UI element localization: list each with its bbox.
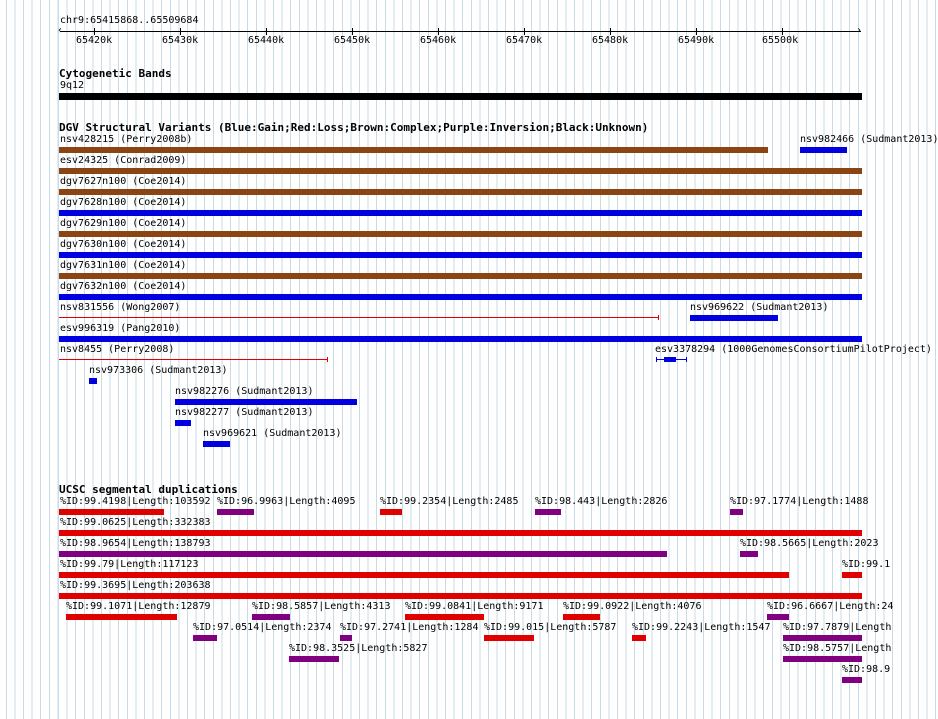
ruler-tick-label: 65480k <box>592 35 629 46</box>
segdup-feature-bar[interactable] <box>252 614 290 620</box>
ruler-tick <box>610 28 611 35</box>
segdup-feature-bar[interactable] <box>484 635 534 641</box>
segdup-feature-bar[interactable] <box>842 677 862 683</box>
segdup-feature-label: %ID:98.9 <box>842 664 891 675</box>
dgv-feature-label: esv996319 (Pang2010) <box>60 323 181 334</box>
ruler-tick-label: 65440k <box>248 35 285 46</box>
segdup-feature-bar[interactable] <box>563 614 600 620</box>
ruler-tick-label: 65470k <box>506 35 543 46</box>
dgv-feature-label: dgv7629n100 (Coe2014) <box>60 218 187 229</box>
dgv-feature-label: dgv7628n100 (Coe2014) <box>60 197 187 208</box>
segdup-feature-label: %ID:99.0841|Length:9171 <box>405 601 544 612</box>
segdup-feature-label: %ID:98.5665|Length:2023 <box>740 538 879 549</box>
segdup-feature-bar[interactable] <box>842 572 862 578</box>
dgv-feature-bar[interactable] <box>800 147 847 153</box>
segdup-feature-bar[interactable] <box>535 509 561 515</box>
ruler-tick <box>696 28 697 35</box>
dgv-feature-bar[interactable] <box>89 378 97 384</box>
dgv-feature-label: dgv7627n100 (Coe2014) <box>60 176 187 187</box>
dgv-feature-label: nsv982276 (Sudmant2013) <box>175 386 314 397</box>
dgv-feature-bar[interactable] <box>59 210 862 216</box>
segdup-feature-bar[interactable] <box>730 509 743 515</box>
segdup-feature-label: %ID:98.9654|Length:138793 <box>60 538 211 549</box>
segdup-feature-label: %ID:97.7879|Length <box>783 622 892 633</box>
ruler-tick-label: 65500k <box>762 35 799 46</box>
ruler-tick <box>352 28 353 35</box>
dgv-feature-label: nsv973306 (Sudmant2013) <box>89 365 228 376</box>
segdup-feature-label: %ID:99.3695|Length:203638 <box>60 580 211 591</box>
dgv-feature-bar[interactable] <box>203 441 230 447</box>
segdup-feature-bar[interactable] <box>783 656 862 662</box>
segdup-feature-label: %ID:99.2354|Length:2485 <box>380 496 519 507</box>
segdup-feature-bar[interactable] <box>193 635 217 641</box>
ruler-tick-label: 65420k <box>76 35 113 46</box>
segdup-feature-bar[interactable] <box>59 572 789 578</box>
dgv-feature-bar[interactable] <box>59 231 862 237</box>
dgv-feature-end-cap <box>686 357 687 362</box>
dgv-feature-label: nsv982466 (Sudmant2013) <box>800 134 938 145</box>
dgv-feature-label: nsv8455 (Perry2008) <box>60 344 175 355</box>
segdup-feature-bar[interactable] <box>405 614 484 620</box>
segdup-feature-label: %ID:99.0922|Length:4076 <box>563 601 702 612</box>
dgv-feature-bar[interactable] <box>59 189 862 195</box>
segdup-feature-bar[interactable] <box>740 551 758 557</box>
segdup-feature-label: %ID:99.1 <box>842 559 891 570</box>
dgv-feature-line[interactable] <box>59 359 327 360</box>
segdup-feature-bar[interactable] <box>59 593 862 599</box>
dgv-feature-end-cap <box>658 315 659 320</box>
segdup-feature-label: %ID:96.9963|Length:4095 <box>217 496 356 507</box>
segdup-feature-label: %ID:97.2741|Length:1284 <box>340 622 479 633</box>
dgv-feature-bar[interactable] <box>690 315 778 321</box>
segdup-feature-label: %ID:99.79|Length:117123 <box>60 559 199 570</box>
segdup-feature-label: %ID:99.015|Length:5787 <box>484 622 617 633</box>
dgv-feature-label: nsv969621 (Sudmant2013) <box>203 428 342 439</box>
segdup-feature-label: %ID:98.5757|Length <box>783 643 892 654</box>
segdup-feature-bar[interactable] <box>380 509 402 515</box>
cytoband-track-title: Cytogenetic Bands <box>59 67 172 80</box>
ruler-tick-label: 65450k <box>334 35 371 46</box>
ruler-tick <box>180 28 181 35</box>
dgv-feature-label: dgv7630n100 (Coe2014) <box>60 239 187 250</box>
segdup-feature-label: %ID:99.4198|Length:103592 <box>60 496 211 507</box>
dgv-feature-end-cap <box>327 357 328 362</box>
dgv-feature-label: dgv7631n100 (Coe2014) <box>60 260 187 271</box>
dgv-feature-bar[interactable] <box>59 147 768 153</box>
segdup-feature-label: %ID:98.3525|Length:5827 <box>289 643 428 654</box>
dgv-feature-label: nsv982277 (Sudmant2013) <box>175 407 314 418</box>
ruler-range-label: chr9:65415868..65509684 <box>60 15 199 26</box>
segdup-feature-label: %ID:98.443|Length:2826 <box>535 496 668 507</box>
segdup-feature-bar[interactable] <box>340 635 352 641</box>
segdup-feature-label: %ID:99.1071|Length:12879 <box>66 601 211 612</box>
segdup-feature-bar[interactable] <box>66 614 177 620</box>
dgv-feature-bar[interactable] <box>59 273 862 279</box>
ruler-tick <box>438 28 439 35</box>
segdup-feature-bar[interactable] <box>783 635 862 641</box>
segdup-feature-bar[interactable] <box>59 509 164 515</box>
dgv-feature-bar[interactable] <box>59 252 862 258</box>
segdup-feature-label: %ID:97.0514|Length:2374 <box>193 622 332 633</box>
segdup-feature-label: %ID:97.1774|Length:1488 <box>730 496 869 507</box>
dgv-feature-bar[interactable] <box>664 357 676 362</box>
ruler-tick-label: 65460k <box>420 35 457 46</box>
ruler-tick <box>266 28 267 35</box>
segdup-feature-bar[interactable] <box>767 614 789 620</box>
dgv-feature-bar[interactable] <box>59 336 862 342</box>
segdup-feature-bar[interactable] <box>289 656 339 662</box>
cytoband-bar[interactable] <box>59 93 862 100</box>
dgv-feature-label: nsv969622 (Sudmant2013) <box>690 302 829 313</box>
segdup-feature-label: %ID:98.5857|Length:4313 <box>252 601 391 612</box>
dgv-feature-label: esv3378294 (1000GenomesConsortiumPilotProject) <box>655 344 932 355</box>
dgv-feature-label: dgv7632n100 (Coe2014) <box>60 281 187 292</box>
dgv-feature-line[interactable] <box>59 317 659 318</box>
segdup-track-title: UCSC segmental duplications <box>59 483 238 496</box>
dgv-feature-bar[interactable] <box>59 168 862 174</box>
dgv-track-title: DGV Structural Variants (Blue:Gain;Red:Loss;Brown:Complex;Purple:Inversion;Black:Unknown) <box>59 121 649 134</box>
cytoband-label: 9q12 <box>60 80 85 91</box>
dgv-feature-label: esv24325 (Conrad2009) <box>60 155 187 166</box>
dgv-feature-bar[interactable] <box>59 294 862 300</box>
dgv-feature-bar[interactable] <box>175 399 357 405</box>
segdup-feature-label: %ID:96.6667|Length:24 <box>767 601 894 612</box>
ruler-arrow-right: › <box>856 25 863 36</box>
ruler-tick <box>782 28 783 35</box>
ruler-arrow-left: ‹ <box>57 25 64 36</box>
dgv-feature-end-cap <box>656 357 657 362</box>
segdup-feature-bar[interactable] <box>59 530 862 536</box>
ruler-tick-label: 65490k <box>678 35 715 46</box>
dgv-feature-bar[interactable] <box>175 420 191 426</box>
segdup-feature-bar[interactable] <box>217 509 254 515</box>
segdup-feature-bar[interactable] <box>632 635 646 641</box>
segdup-feature-label: %ID:99.0625|Length:332383 <box>60 517 211 528</box>
segdup-feature-bar[interactable] <box>59 551 667 557</box>
ruler-tick <box>524 28 525 35</box>
ruler-tick-label: 65430k <box>162 35 199 46</box>
segdup-feature-label: %ID:99.2243|Length:1547 <box>632 622 771 633</box>
dgv-feature-label: nsv831556 (Wong2007) <box>60 302 181 313</box>
ruler-tick <box>94 28 95 35</box>
dgv-feature-label: nsv428215 (Perry2008b) <box>60 134 193 145</box>
